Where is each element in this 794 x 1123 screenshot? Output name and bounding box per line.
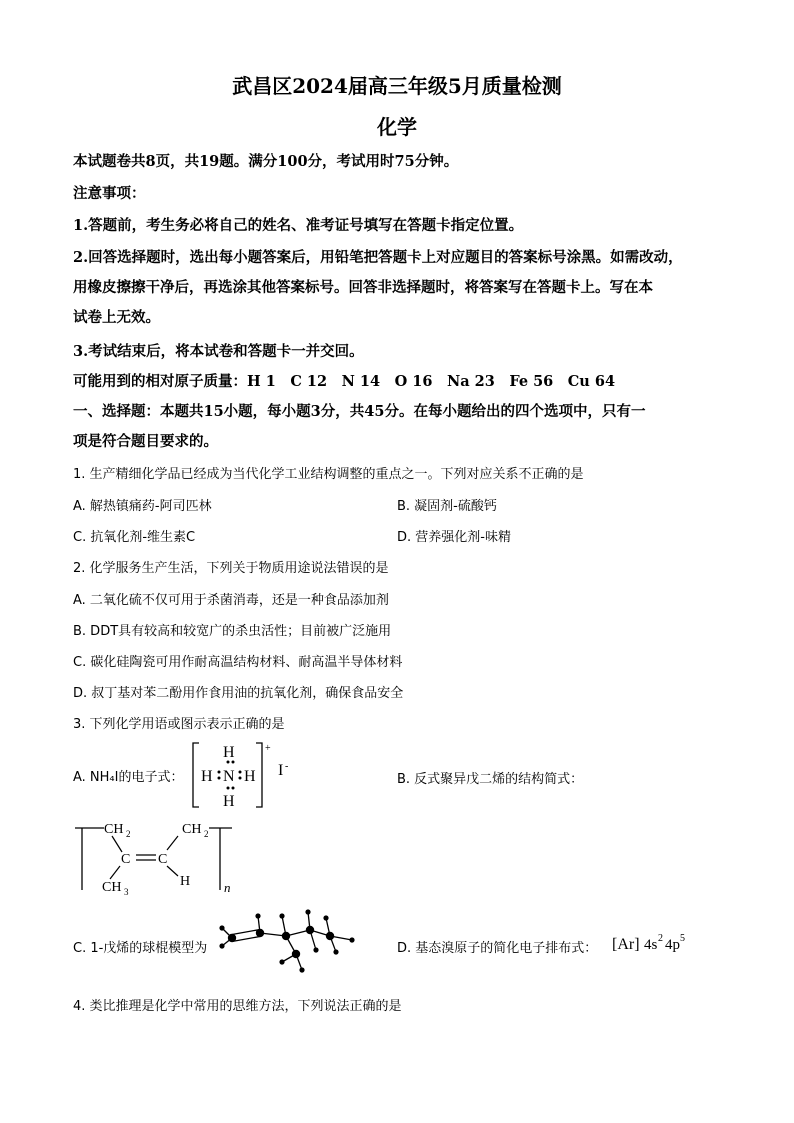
- q3-option-c-label: C. 1-戊烯的球棍模型为: [73, 941, 208, 956]
- ch2-left-subscript: 2: [126, 829, 131, 839]
- notice-item-1: 1.答题前，考生务必将自己的姓名、准考证号填写在答题卡指定位置。: [73, 217, 524, 234]
- ammonium-iodide-electron-formula: [186, 738, 306, 812]
- carbon-left: C: [121, 852, 131, 867]
- 4s-orbital: 4s: [644, 937, 658, 953]
- q2-option-a: A. 二氧化硫不仅可用于杀菌消毒，还是一种食品添加剂: [73, 593, 389, 608]
- anion-charge: -: [285, 761, 289, 772]
- cation-charge: +: [265, 743, 271, 754]
- ch2-right: CH: [182, 822, 202, 837]
- q2-stem: 2. 化学服务生产生活，下列关于物质用途说法错误的是: [73, 561, 389, 576]
- ch2-left: CH: [104, 822, 124, 837]
- notice-item-2-line-3: 试卷上无效。: [73, 309, 160, 326]
- h-atom: [219, 943, 224, 948]
- ch3-group: CH: [102, 880, 122, 895]
- atom-h-right: H: [244, 768, 256, 785]
- q4-stem: 4. 类比推理是化学中常用的思维方法，下列说法正确的是: [73, 999, 402, 1014]
- q1-option-d: D. 营养强化剂-味精: [397, 530, 511, 545]
- h-atom: [279, 913, 284, 918]
- q3-option-a-label: A. NH₄I的电子式：: [73, 770, 184, 785]
- q2-option-c: C. 碳化硅陶瓷可用作耐高温结构材料、耐高温半导体材料: [73, 655, 403, 670]
- carbon-right: C: [158, 852, 168, 867]
- h-atom: [299, 967, 304, 972]
- h-atom: [305, 909, 310, 914]
- notice-item-2-line-2: 用橡皮擦擦干净后，再选涂其他答案标号。回答非选择题时，将答案写在答题卡上。写在本: [73, 279, 653, 296]
- electron-dot: [239, 771, 242, 774]
- trans-polyisoprene-structure: [70, 818, 240, 900]
- electron-dot: [218, 777, 221, 780]
- c-atom: [306, 926, 314, 934]
- c-atom: [326, 932, 334, 940]
- q3-stem: 3. 下列化学用语或图示表示正确的是: [73, 717, 285, 732]
- notice-item-2-line-1: 2.回答选择题时，选出每小题答案后，用铅笔把答题卡上对应题目的答案标号涂黑。如需改动，: [73, 249, 683, 266]
- ch2-right-subscript: 2: [204, 829, 209, 839]
- section-heading-line-2: 项是符合题目要求的。: [73, 433, 218, 450]
- exam-title: 武昌区2024届高三年级5月质量检测: [232, 74, 562, 98]
- section-heading-line-1: 一、选择题：本题共15小题，每小题3分，共45分。在每小题给出的四个选项中，只有一: [73, 403, 646, 420]
- c-atom: [292, 950, 300, 958]
- atom-h-top: H: [223, 744, 235, 761]
- atom-n: N: [223, 768, 235, 785]
- q1-stem: 1. 生产精细化学品已经成为当代化学工业结构调整的重点之一。下列对应关系不正确的是: [73, 467, 584, 482]
- degree-of-polymerization: n: [224, 880, 231, 895]
- electron-dot: [218, 771, 221, 774]
- iodide-ion: I: [278, 762, 284, 779]
- noble-gas-core: [Ar]: [612, 936, 640, 953]
- 1-pentene-ball-and-stick-model: [212, 906, 362, 978]
- notice-item-3: 3.考试结束后，将本试卷和答题卡一并交回。: [73, 343, 364, 360]
- ch3-subscript: 3: [124, 887, 129, 897]
- h-atom: [219, 925, 224, 930]
- atom-h-left: H: [201, 768, 213, 785]
- 4p-orbital: 4p: [665, 937, 680, 953]
- h-atom: [255, 913, 260, 918]
- atomic-mass-line: 可能用到的相对原子质量：H 1 C 12 N 14 O 16 Na 23 Fe 56 Cu 64: [73, 373, 616, 390]
- h-atom: [313, 947, 318, 952]
- 4p-electron-count: 5: [680, 933, 685, 944]
- q2-option-d: D. 叔丁基对苯二酚用作食用油的抗氧化剂，确保食品安全: [73, 686, 404, 701]
- q3-option-b-label: B. 反式聚异戊二烯的结构简式：: [397, 772, 584, 787]
- h-atom: [279, 959, 284, 964]
- notice-heading: 注意事项：: [73, 185, 146, 202]
- c-atom: [256, 929, 264, 937]
- electron-dot: [232, 761, 235, 764]
- exam-intro: 本试题卷共8页，共19题。满分100分，考试用时75分钟。: [73, 153, 459, 170]
- bromine-electron-configuration: [612, 928, 696, 956]
- c-atom: [282, 932, 290, 940]
- q1-option-b: B. 凝固剂-硫酸钙: [397, 499, 497, 514]
- h-atom: [349, 937, 354, 942]
- q1-option-a: A. 解热镇痛药-阿司匹林: [73, 499, 212, 514]
- q1-option-c: C. 抗氧化剂-维生素C: [73, 530, 196, 545]
- h-atom: [323, 915, 328, 920]
- electron-dot: [239, 777, 242, 780]
- h-atom: [333, 949, 338, 954]
- electron-dot: [227, 787, 230, 790]
- hydrogen-atom: H: [180, 874, 191, 889]
- electron-dot: [227, 761, 230, 764]
- subject-title: 化学: [377, 115, 417, 139]
- electron-dot: [232, 787, 235, 790]
- q2-option-b: B. DDT具有较高和较宽广的杀虫活性；目前被广泛施用: [73, 624, 392, 639]
- 4s-electron-count: 2: [658, 933, 663, 944]
- q3-option-d-label: D. 基态溴原子的简化电子排布式：: [397, 941, 598, 956]
- atom-h-bottom: H: [223, 793, 235, 810]
- c-atom: [228, 934, 236, 942]
